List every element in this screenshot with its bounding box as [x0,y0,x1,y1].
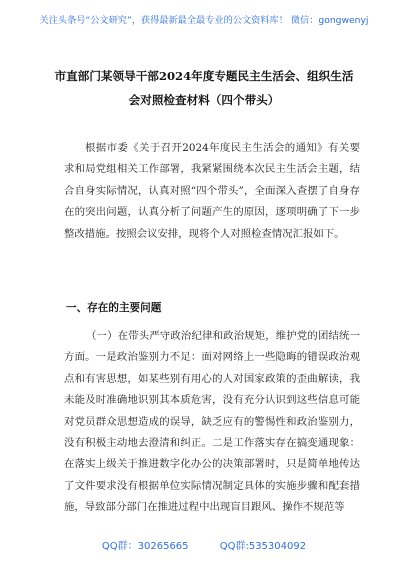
document-title [40,64,368,112]
section-paragraph: （一）在带头严守政治纪律和政治规矩，维护党的团结统一方面。一是政治鉴别力不足：面对网络上一些隐晦的错误政治观点和有害思想，如某些别有用心的人对国家政策的歪曲解读，我未能及时准确地识别其本质危害，没有充分认识到这些信息可能对党员群众思想造成的误导，缺乏应有的警惕性和政治鉴别力，没有积极主动地去澄清和纠正。二是工作落实存在搞变通现象：在落实上级关于推进数字化办公的决策部署时，只是简单地传达了文件要求没有根据单位实际情况制定具体的实施步骤和配套措施，导致部分部门在推进过程中出现盲目跟风、操作不规范等 [64,330,360,514]
title-line-1: 市直部门某领导干部2024年度专题民主生活会、组织生活 [54,69,354,83]
promo-banner: 关注头条号“公文研究”，获得最新最全最专业的公文资料库！ 微信：gongwenyj [39,15,369,26]
footer-qq-group-1: QQ群：30265665 [101,541,189,552]
footer-qq-group-2: QQ群:535304092 [219,541,307,552]
footer [0,537,408,552]
section-heading: 一、存在的主要问题 [66,302,162,314]
title-line-2: 会对照检查材料（四个带头） [128,93,280,107]
intro-paragraph: 根据市委《关于召开2024年度民主生活会的通知》有关要求和局党组相关工作部署，我紧紧围绕本次民主生活会主题，结合自身实际情况，认真对照“四个带头”，全面深入查摆了自身存在的突出问题，认真分析了问题产生的原因，逐项明确了下一步整改措施。按照会议安排，现将个人对照检查情况汇报如下。 [64,142,360,240]
